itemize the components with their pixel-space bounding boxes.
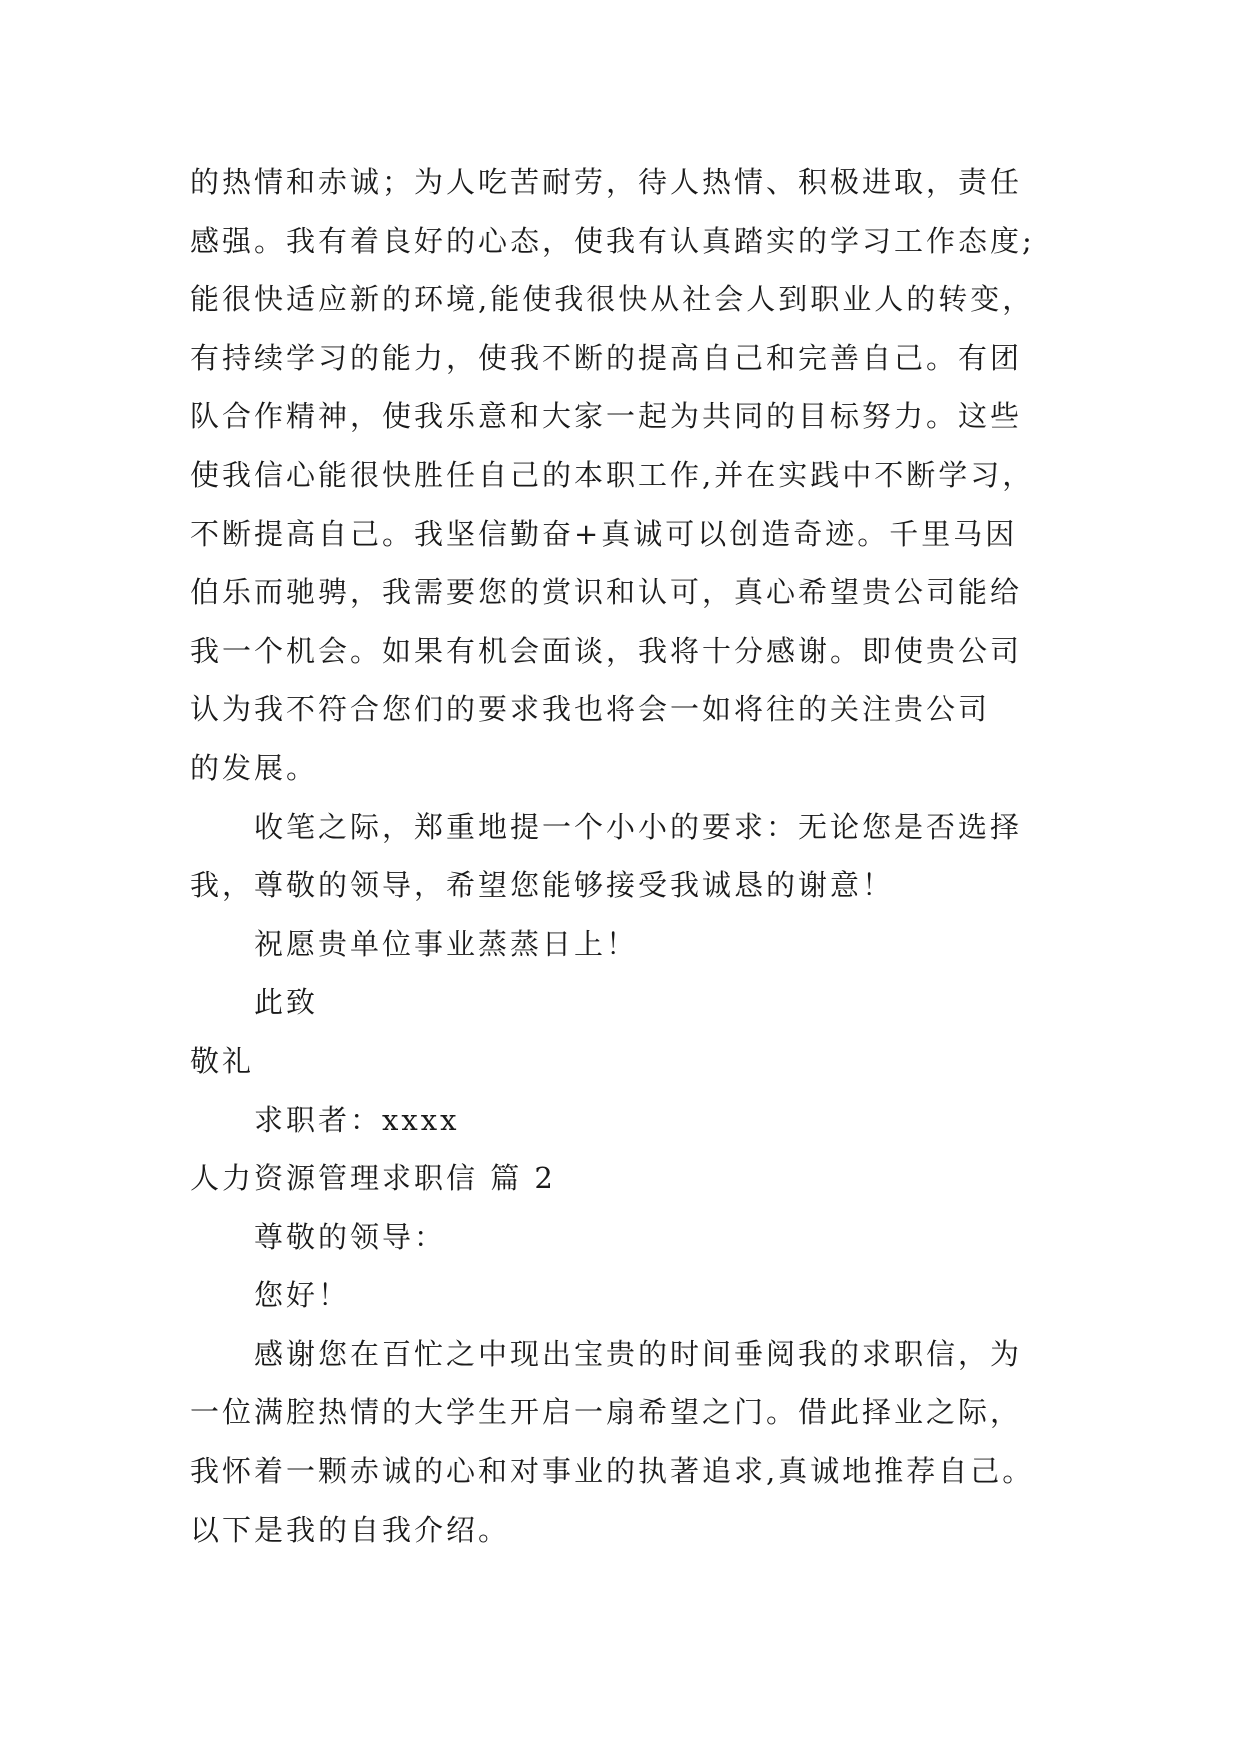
text-line: 的发展。 <box>190 750 319 785</box>
text-line: 能很快适应新的环境,能使我很快从社会人到职业人的转变， <box>190 282 1035 317</box>
text-line: 感强。我有着良好的心态，使我有认真踏实的学习工作态度; <box>190 223 1035 258</box>
text-line: 祝愿贵单位事业蒸蒸日上！ <box>254 926 639 961</box>
text-line: 求职者：xxxx <box>254 1102 460 1137</box>
text-line: 不断提高自己。我坚信勤奋+真诚可以创造奇迹。千里马因 <box>190 516 1018 551</box>
text-line: 我，尊敬的领导，希望您能够接受我诚恳的谢意！ <box>190 868 895 903</box>
text-line: 伯乐而驰骋，我需要您的赏识和认可，真心希望贵公司能给 <box>190 575 1023 610</box>
text-line: 我一个机会。如果有机会面谈，我将十分感谢。即使贵公司 <box>190 633 1023 668</box>
text-line: 此致 <box>254 985 319 1020</box>
document-body <box>190 153 1090 1559</box>
text-line: 收笔之际，郑重地提一个小小的要求：无论您是否选择 <box>254 809 1023 844</box>
text-line: 我怀着一颗赤诚的心和对事业的执著追求,真诚地推荐自己。 <box>190 1454 1035 1489</box>
text-line: 感谢您在百忙之中现出宝贵的时间垂阅我的求职信，为 <box>254 1336 1023 1371</box>
text-line: 认为我不符合您们的要求我也将会一如将往的关注贵公司 <box>190 692 991 727</box>
text-line: 使我信心能很快胜任自己的本职工作,并在实践中不断学习， <box>190 457 1035 492</box>
text-line: 一位满腔热情的大学生开启一扇希望之门。借此择业之际， <box>190 1395 1023 1430</box>
text-line: 以下是我的自我介绍。 <box>190 1512 511 1547</box>
text-line: 有持续学习的能力，使我不断的提高自己和完善自己。有团 <box>190 340 1023 375</box>
text-line: 队合作精神，使我乐意和大家一起为共同的目标努力。这些 <box>190 399 1023 434</box>
text-line: 敬礼 <box>190 1043 255 1078</box>
text-line: 尊敬的领导： <box>254 1219 447 1254</box>
text-line: 您好！ <box>254 1278 351 1313</box>
text-line: 的热情和赤诚；为人吃苦耐劳，待人热情、积极进取，责任 <box>190 165 1023 199</box>
text-line: 人力资源管理求职信 篇 2 <box>190 1161 556 1196</box>
